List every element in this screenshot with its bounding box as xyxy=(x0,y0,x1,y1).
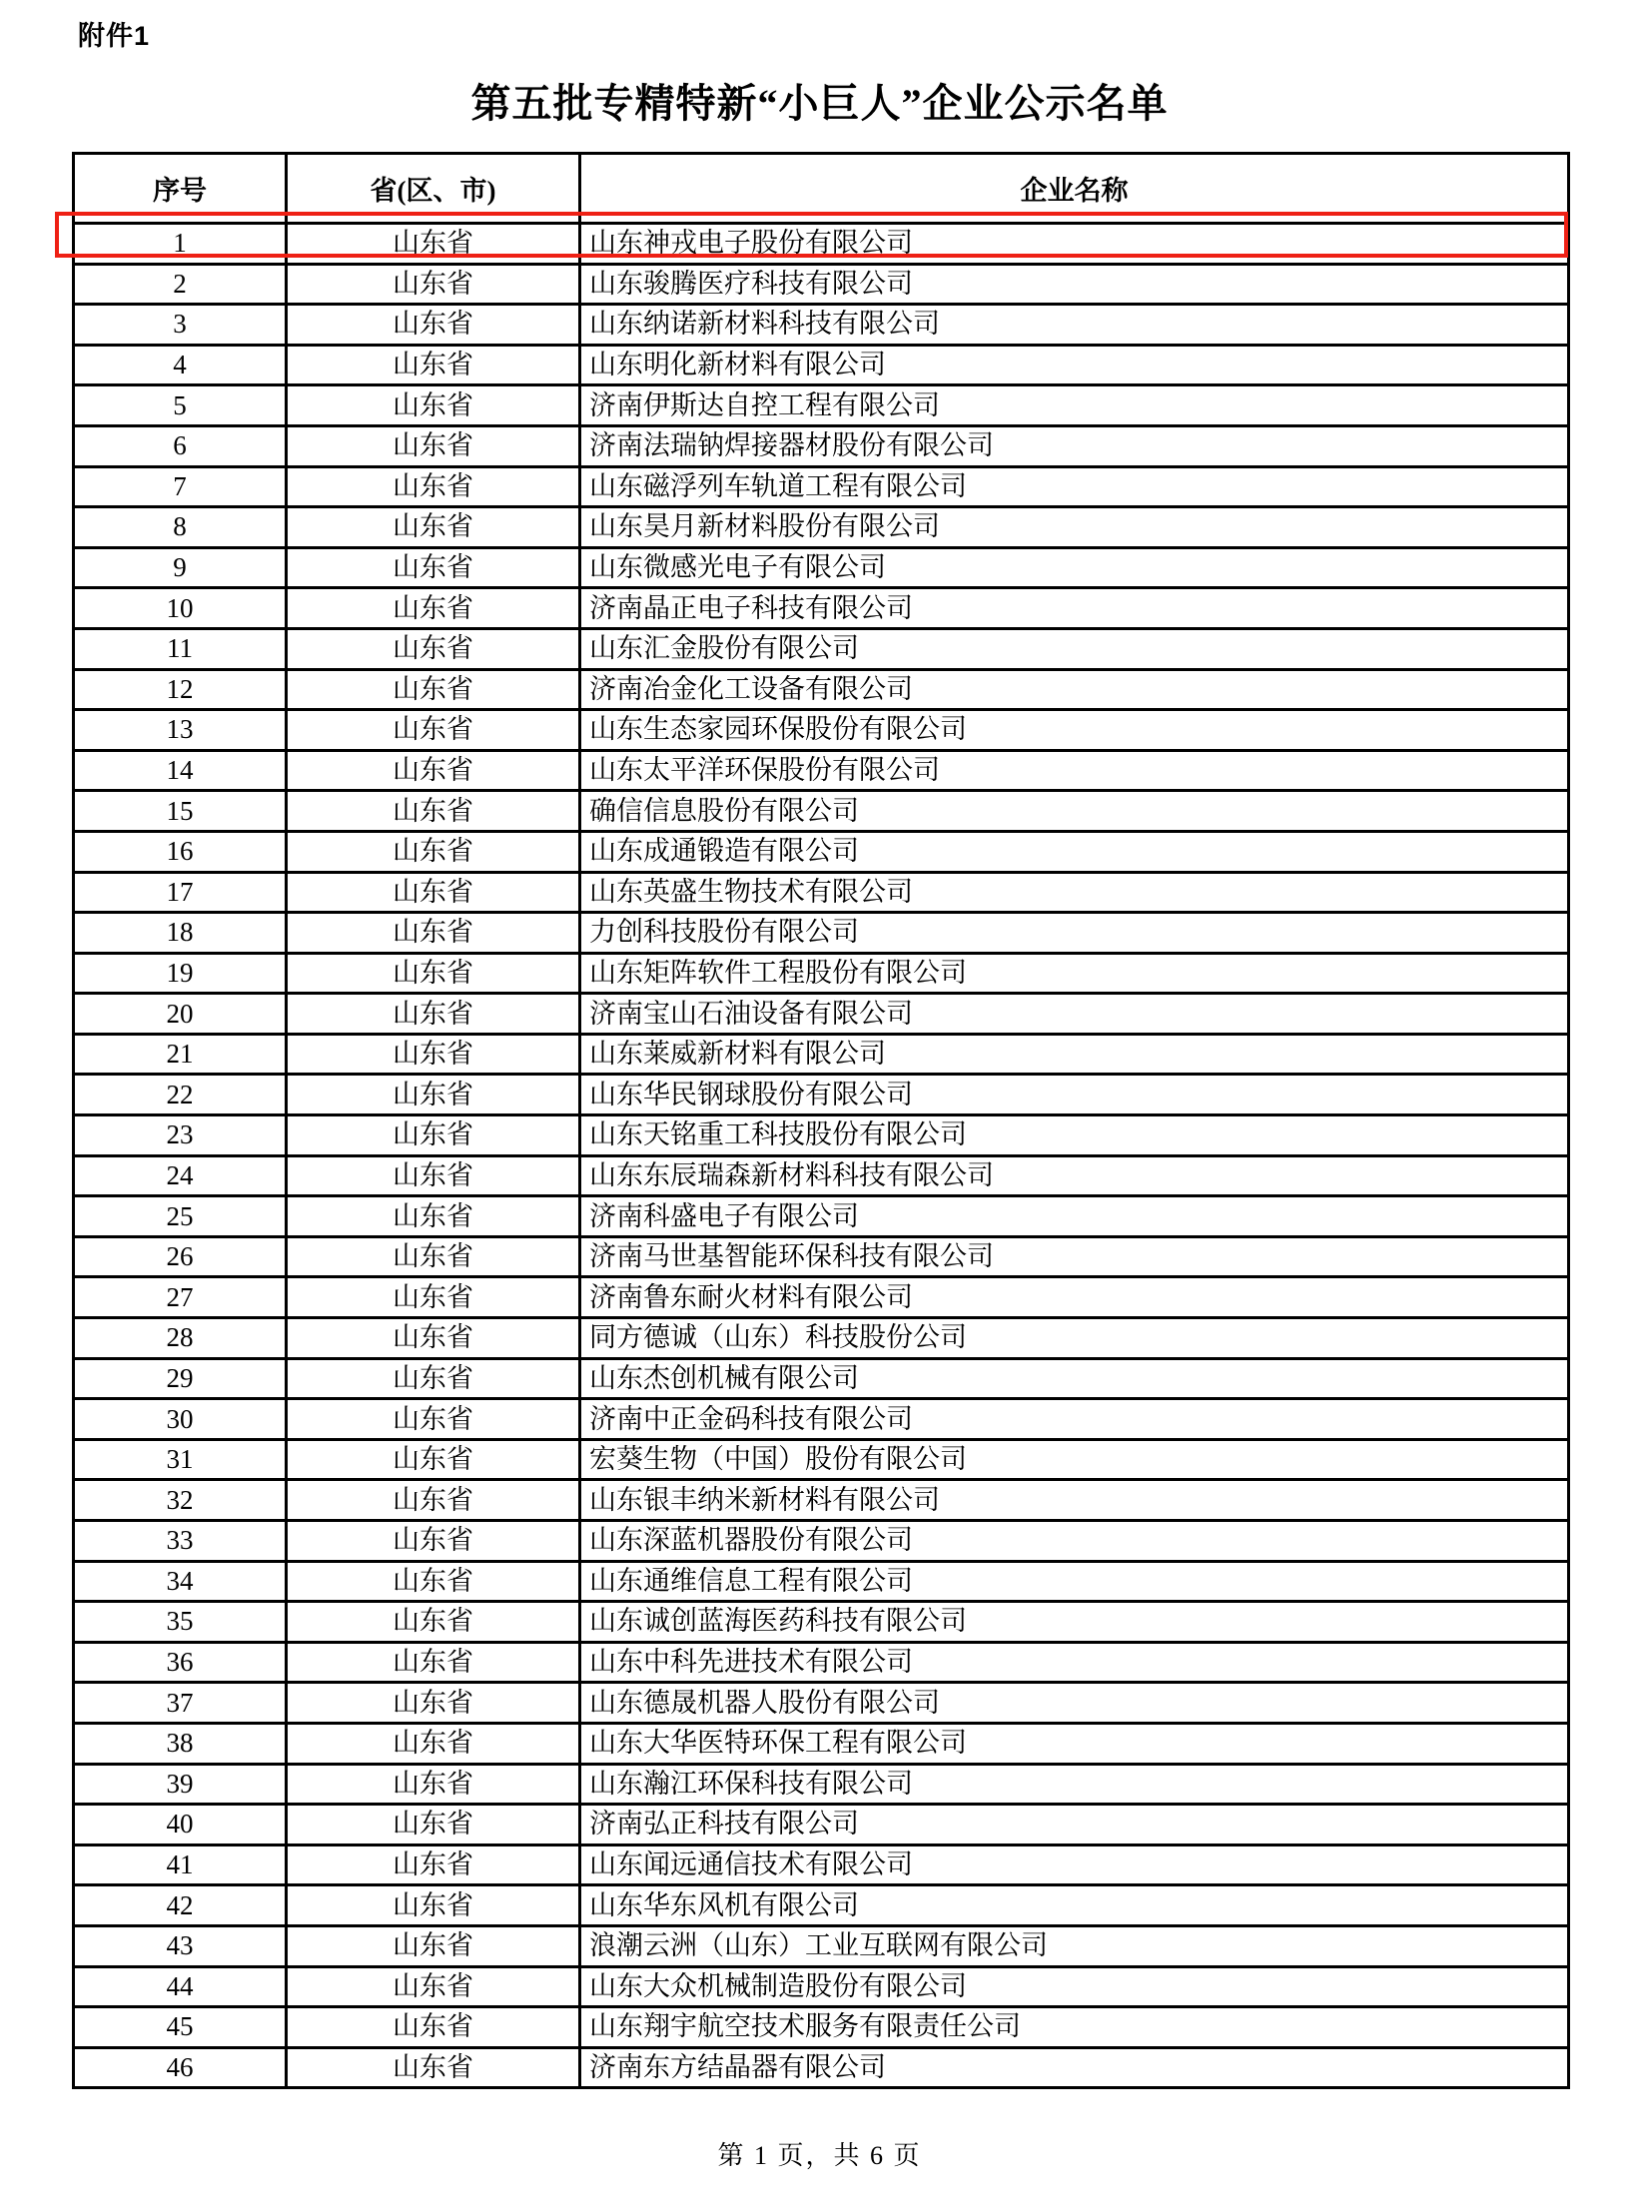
company-name-cell: 浪潮云洲（山东）工业互联网有限公司 xyxy=(580,1925,1569,1966)
table-row xyxy=(74,669,1569,710)
province-cell: 山东省 xyxy=(287,1439,580,1480)
company-name-cell: 确信信息股份有限公司 xyxy=(580,791,1569,832)
table-row xyxy=(74,750,1569,791)
province-cell: 山东省 xyxy=(287,1723,580,1764)
serial-cell: 2 xyxy=(74,264,287,305)
serial-cell: 21 xyxy=(74,1034,287,1075)
table-row xyxy=(74,994,1569,1035)
province-cell: 山东省 xyxy=(287,1480,580,1521)
serial-cell: 13 xyxy=(74,710,287,751)
province-cell: 山东省 xyxy=(287,1642,580,1683)
serial-cell: 15 xyxy=(74,791,287,832)
serial-cell: 29 xyxy=(74,1358,287,1399)
table-row xyxy=(74,1236,1569,1277)
company-name-cell: 山东太平洋环保股份有限公司 xyxy=(580,750,1569,791)
table-row xyxy=(74,1642,1569,1683)
company-name-cell: 山东纳诺新材料科技有限公司 xyxy=(580,305,1569,346)
table-row xyxy=(74,588,1569,629)
table-row xyxy=(74,628,1569,669)
company-name-cell: 济南弘正科技有限公司 xyxy=(580,1805,1569,1845)
company-name-cell: 山东明化新材料有限公司 xyxy=(580,345,1569,385)
company-name-cell: 山东中科先进技术有限公司 xyxy=(580,1642,1569,1683)
company-name-cell: 山东微感光电子有限公司 xyxy=(580,547,1569,588)
company-name-cell: 山东汇金股份有限公司 xyxy=(580,628,1569,669)
company-name-cell: 山东矩阵软件工程股份有限公司 xyxy=(580,953,1569,994)
company-name-cell: 力创科技股份有限公司 xyxy=(580,913,1569,954)
serial-cell: 22 xyxy=(74,1075,287,1115)
header-row xyxy=(74,154,1569,224)
province-cell: 山东省 xyxy=(287,953,580,994)
company-name-cell: 济南科盛电子有限公司 xyxy=(580,1196,1569,1237)
table-row xyxy=(74,1196,1569,1237)
table-row xyxy=(74,1358,1569,1399)
company-name-cell: 山东昊月新材料股份有限公司 xyxy=(580,507,1569,548)
serial-cell: 9 xyxy=(74,547,287,588)
province-cell: 山东省 xyxy=(287,1844,580,1885)
table-row xyxy=(74,385,1569,426)
province-cell: 山东省 xyxy=(287,831,580,872)
table-row xyxy=(74,2007,1569,2048)
company-name-cell: 山东莱威新材料有限公司 xyxy=(580,1034,1569,1075)
province-cell: 山东省 xyxy=(287,1277,580,1318)
company-name-cell: 山东华东风机有限公司 xyxy=(580,1885,1569,1926)
company-name-cell: 济南中正金码科技有限公司 xyxy=(580,1399,1569,1440)
table-row xyxy=(74,1034,1569,1075)
serial-cell: 17 xyxy=(74,872,287,913)
serial-cell: 42 xyxy=(74,1885,287,1926)
table-row xyxy=(74,710,1569,751)
company-name-cell: 山东杰创机械有限公司 xyxy=(580,1358,1569,1399)
province-cell: 山东省 xyxy=(287,1805,580,1845)
table-row xyxy=(74,1683,1569,1724)
serial-cell: 20 xyxy=(74,994,287,1035)
province-cell: 山东省 xyxy=(287,1764,580,1805)
province-cell: 山东省 xyxy=(287,1683,580,1724)
attachment-label: 附件1 xyxy=(78,21,151,51)
company-name-cell: 山东诚创蓝海医药科技有限公司 xyxy=(580,1602,1569,1643)
company-name-cell: 山东银丰纳米新材料有限公司 xyxy=(580,1480,1569,1521)
province-cell: 山东省 xyxy=(287,872,580,913)
serial-cell: 12 xyxy=(74,669,287,710)
serial-cell: 7 xyxy=(74,466,287,507)
company-name-cell: 山东生态家园环保股份有限公司 xyxy=(580,710,1569,751)
serial-cell: 4 xyxy=(74,345,287,385)
province-cell: 山东省 xyxy=(287,1196,580,1237)
company-name-cell: 山东闻远通信技术有限公司 xyxy=(580,1844,1569,1885)
page-title: 第五批专精特新“小巨人”企业公示名单 xyxy=(470,81,1169,126)
table-row xyxy=(74,1925,1569,1966)
table-row xyxy=(74,1480,1569,1521)
table-row xyxy=(74,1723,1569,1764)
table-row xyxy=(74,547,1569,588)
table-body xyxy=(74,224,1569,2088)
table-row xyxy=(74,1561,1569,1602)
province-cell: 山东省 xyxy=(287,1236,580,1277)
serial-cell: 34 xyxy=(74,1561,287,1602)
serial-cell: 25 xyxy=(74,1196,287,1237)
province-cell: 山东省 xyxy=(287,1358,580,1399)
table-row xyxy=(74,1318,1569,1359)
table-row xyxy=(74,1844,1569,1885)
table-row xyxy=(74,345,1569,385)
province-cell: 山东省 xyxy=(287,305,580,346)
province-cell: 山东省 xyxy=(287,588,580,629)
company-name-cell: 山东深蓝机器股份有限公司 xyxy=(580,1521,1569,1562)
serial-cell: 31 xyxy=(74,1439,287,1480)
serial-cell: 19 xyxy=(74,953,287,994)
province-cell: 山东省 xyxy=(287,1115,580,1156)
table-row xyxy=(74,1115,1569,1156)
company-table xyxy=(72,152,1570,2089)
province-cell: 山东省 xyxy=(287,466,580,507)
province-cell: 山东省 xyxy=(287,1925,580,1966)
table-row xyxy=(74,872,1569,913)
table-row xyxy=(74,953,1569,994)
table-row xyxy=(74,1521,1569,1562)
table-row xyxy=(74,1602,1569,1643)
province-cell: 山东省 xyxy=(287,1521,580,1562)
province-cell: 山东省 xyxy=(287,791,580,832)
province-cell: 山东省 xyxy=(287,1602,580,1643)
province-cell: 山东省 xyxy=(287,345,580,385)
serial-cell: 46 xyxy=(74,2047,287,2088)
province-cell: 山东省 xyxy=(287,425,580,466)
col-header-serial: 序号 xyxy=(74,154,287,224)
company-name-cell: 山东翔宇航空技术服务有限责任公司 xyxy=(580,2007,1569,2048)
table-row xyxy=(74,1764,1569,1805)
company-name-cell: 山东东辰瑞森新材料科技有限公司 xyxy=(580,1155,1569,1196)
serial-cell: 11 xyxy=(74,628,287,669)
table-row xyxy=(74,507,1569,548)
page-footer: 第 1 页，共 6 页 xyxy=(717,2141,922,2170)
serial-cell: 38 xyxy=(74,1723,287,1764)
table-row xyxy=(74,1966,1569,2007)
table-row xyxy=(74,305,1569,346)
serial-cell: 10 xyxy=(74,588,287,629)
serial-cell: 24 xyxy=(74,1155,287,1196)
col-header-province: 省(区、市) xyxy=(287,154,580,224)
province-cell: 山东省 xyxy=(287,710,580,751)
province-cell: 山东省 xyxy=(287,1318,580,1359)
serial-cell: 6 xyxy=(74,425,287,466)
province-cell: 山东省 xyxy=(287,1075,580,1115)
province-cell: 山东省 xyxy=(287,2047,580,2088)
table-row xyxy=(74,264,1569,305)
province-cell: 山东省 xyxy=(287,1155,580,1196)
serial-cell: 5 xyxy=(74,385,287,426)
company-name-cell: 山东大众机械制造股份有限公司 xyxy=(580,1966,1569,2007)
company-name-cell: 山东天铭重工科技股份有限公司 xyxy=(580,1115,1569,1156)
province-cell: 山东省 xyxy=(287,1561,580,1602)
province-cell: 山东省 xyxy=(287,547,580,588)
table-header xyxy=(74,154,1569,224)
company-name-cell: 济南东方结晶器有限公司 xyxy=(580,2047,1569,2088)
province-cell: 山东省 xyxy=(287,264,580,305)
serial-cell: 8 xyxy=(74,507,287,548)
table-row xyxy=(74,1885,1569,1926)
serial-cell: 44 xyxy=(74,1966,287,2007)
serial-cell: 35 xyxy=(74,1602,287,1643)
province-cell: 山东省 xyxy=(287,507,580,548)
serial-cell: 26 xyxy=(74,1236,287,1277)
province-cell: 山东省 xyxy=(287,628,580,669)
province-cell: 山东省 xyxy=(287,913,580,954)
serial-cell: 3 xyxy=(74,305,287,346)
company-name-cell: 山东磁浮列车轨道工程有限公司 xyxy=(580,466,1569,507)
table-row xyxy=(74,791,1569,832)
serial-cell: 33 xyxy=(74,1521,287,1562)
serial-cell: 37 xyxy=(74,1683,287,1724)
province-cell: 山东省 xyxy=(287,1034,580,1075)
company-name-cell: 山东大华医特环保工程有限公司 xyxy=(580,1723,1569,1764)
province-cell: 山东省 xyxy=(287,385,580,426)
company-name-cell: 山东华民钢球股份有限公司 xyxy=(580,1075,1569,1115)
table-row xyxy=(74,1075,1569,1115)
serial-cell: 1 xyxy=(74,224,287,265)
company-name-cell: 济南晶正电子科技有限公司 xyxy=(580,588,1569,629)
serial-cell: 43 xyxy=(74,1925,287,1966)
province-cell: 山东省 xyxy=(287,994,580,1035)
company-name-cell: 山东瀚江环保科技有限公司 xyxy=(580,1764,1569,1805)
serial-cell: 30 xyxy=(74,1399,287,1440)
serial-cell: 39 xyxy=(74,1764,287,1805)
company-name-cell: 山东通维信息工程有限公司 xyxy=(580,1561,1569,1602)
company-name-cell: 济南伊斯达自控工程有限公司 xyxy=(580,385,1569,426)
company-name-cell: 山东骏腾医疗科技有限公司 xyxy=(580,264,1569,305)
serial-cell: 27 xyxy=(74,1277,287,1318)
serial-cell: 14 xyxy=(74,750,287,791)
province-cell: 山东省 xyxy=(287,1966,580,2007)
table-row xyxy=(74,1277,1569,1318)
serial-cell: 36 xyxy=(74,1642,287,1683)
company-name-cell: 山东神戎电子股份有限公司 xyxy=(580,224,1569,265)
company-name-cell: 济南冶金化工设备有限公司 xyxy=(580,669,1569,710)
serial-cell: 32 xyxy=(74,1480,287,1521)
province-cell: 山东省 xyxy=(287,750,580,791)
province-cell: 山东省 xyxy=(287,224,580,265)
province-cell: 山东省 xyxy=(287,669,580,710)
table-row xyxy=(74,1399,1569,1440)
company-name-cell: 济南宝山石油设备有限公司 xyxy=(580,994,1569,1035)
province-cell: 山东省 xyxy=(287,1885,580,1926)
company-name-cell: 宏葵生物（中国）股份有限公司 xyxy=(580,1439,1569,1480)
table-row xyxy=(74,1805,1569,1845)
table-row xyxy=(74,831,1569,872)
serial-cell: 28 xyxy=(74,1318,287,1359)
company-name-cell: 山东德晟机器人股份有限公司 xyxy=(580,1683,1569,1724)
table-row xyxy=(74,1155,1569,1196)
serial-cell: 41 xyxy=(74,1844,287,1885)
serial-cell: 40 xyxy=(74,1805,287,1845)
company-name-cell: 山东英盛生物技术有限公司 xyxy=(580,872,1569,913)
company-name-cell: 同方德诚（山东）科技股份公司 xyxy=(580,1318,1569,1359)
table-row xyxy=(74,2047,1569,2088)
table-row xyxy=(74,913,1569,954)
company-name-cell: 山东成通锻造有限公司 xyxy=(580,831,1569,872)
table-row xyxy=(74,425,1569,466)
table-row xyxy=(74,466,1569,507)
serial-cell: 45 xyxy=(74,2007,287,2048)
province-cell: 山东省 xyxy=(287,1399,580,1440)
col-header-company-name: 企业名称 xyxy=(580,154,1569,224)
serial-cell: 16 xyxy=(74,831,287,872)
serial-cell: 23 xyxy=(74,1115,287,1156)
table-row xyxy=(74,224,1569,265)
serial-cell: 18 xyxy=(74,913,287,954)
company-name-cell: 济南鲁东耐火材料有限公司 xyxy=(580,1277,1569,1318)
company-name-cell: 济南法瑞钠焊接器材股份有限公司 xyxy=(580,425,1569,466)
table-row xyxy=(74,1439,1569,1480)
company-name-cell: 济南马世基智能环保科技有限公司 xyxy=(580,1236,1569,1277)
province-cell: 山东省 xyxy=(287,2007,580,2048)
